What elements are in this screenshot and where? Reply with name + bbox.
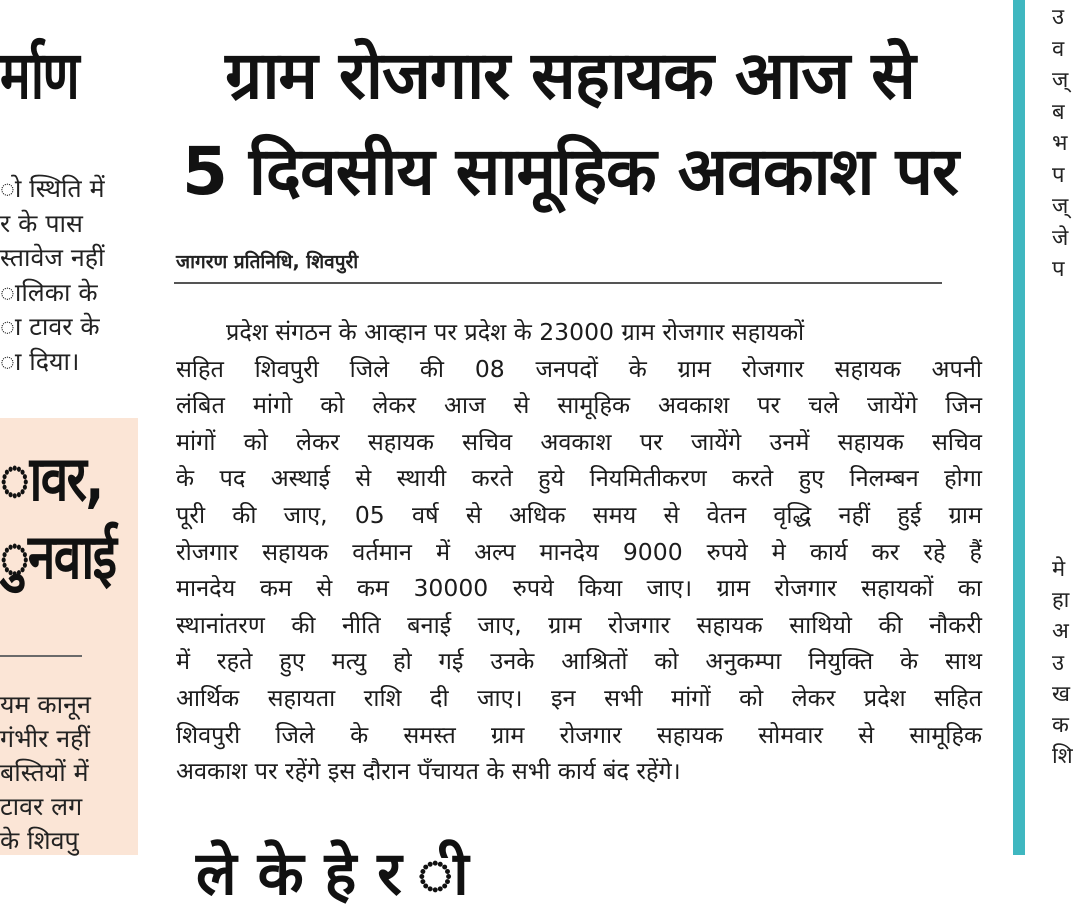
headline-line: 5 दिवसीय सामूहिक अवकाश पर — [182, 133, 958, 210]
headline-line: ग्राम रोजगार सहायक आज से — [225, 37, 915, 114]
left-text-lines — [0, 172, 105, 379]
right-line: उ — [1052, 5, 1065, 30]
right-line: ज् — [1052, 68, 1069, 93]
left-box-text-lines — [0, 688, 91, 858]
body-line: के पद अस्थाई से स्थायी करते हुये नियमितीकरण करते हुए निलम्बन होगा — [176, 464, 982, 493]
right-text-lines-lower — [1052, 554, 1073, 772]
left-line: स्तावेज नहीं — [0, 243, 105, 272]
right-line: उ — [1052, 650, 1065, 676]
body-line: अवकाश पर रहेंगे इस दौरान पँचायत के सभी कार्य बंद रहेंगे। — [176, 757, 681, 786]
left-box-headline-line: ुनवाई — [0, 520, 116, 593]
left-box-line: टावर लग — [0, 792, 83, 821]
left-line: ा टावर के — [0, 312, 100, 341]
body-line: आर्थिक सहायता राशि दी जाए। इन सभी मांगों को लेकर प्रदेश सहित — [176, 683, 982, 712]
right-line: अ — [1052, 619, 1069, 645]
body-line: सहित शिवपुरी जिले की 08 जनपदों के ग्राम रोजगार सहायक अपनी — [176, 354, 982, 383]
right-line: ज् — [1052, 194, 1069, 219]
left-box-line: यम कानून — [0, 690, 91, 719]
left-box-rule — [0, 655, 82, 657]
body-line: मांगों को लेकर सहायक सचिव अवकाश पर जायेंगे उनमें सहायक सचिव — [176, 427, 982, 456]
body-line: शिवपुरी जिले के समस्त ग्राम रोजगार सहायक सोमवार से सामूहिक — [176, 720, 982, 749]
right-line: क — [1052, 713, 1069, 739]
column-divider — [1013, 0, 1025, 855]
right-line: प — [1052, 257, 1065, 282]
left-box-line: के शिवपु — [0, 826, 79, 855]
left-box-line: बस्तियों में — [0, 758, 89, 787]
byline-rule — [174, 282, 942, 284]
right-line: भ — [1052, 131, 1068, 156]
left-line: ा दिया। — [0, 346, 80, 376]
body-line: रोजगार सहायक वर्तमान में अल्प मानदेय 9000 रुपये मे कार्य कर रहे हैं — [176, 537, 982, 566]
byline: जागरण प्रतिनिधि, शिवपुरी — [176, 251, 359, 273]
right-line: हा — [1052, 588, 1070, 614]
left-line: र के पास — [0, 208, 83, 238]
right-line: मे — [1052, 557, 1066, 582]
body-line: में रहते हुए मत्यु हो गई उनके आश्रितों को अनुकम्पा नियुक्ति के साथ — [176, 647, 982, 676]
left-box-line: गंभीर नहीं — [0, 724, 90, 753]
left-column — [0, 0, 138, 855]
body-line: मानदेय कम से कम 30000 रुपये किया जाए। ग्राम रोजगार सहायकों का — [176, 574, 982, 603]
left-headline-fragment: र्माण — [0, 37, 79, 114]
right-line: जे — [1052, 225, 1069, 251]
right-column — [1052, 0, 1080, 855]
right-line: व — [1052, 36, 1065, 62]
body-line: प्रदेश संगठन के आव्हान पर प्रदेश के 23000 ग्राम रोजगार सहायकों — [226, 318, 805, 346]
right-line: प — [1052, 162, 1065, 188]
next-headline-text: ले के हे र ी — [196, 839, 469, 909]
article-headline — [170, 28, 970, 220]
right-line: ख — [1052, 681, 1070, 707]
right-text-lines — [1052, 2, 1068, 286]
right-line: ब — [1052, 99, 1065, 125]
article-body — [176, 314, 982, 790]
body-line: स्थानांतरण की नीति बनाई जाए, ग्राम रोजगार सहायक साथियो की नौकरी — [176, 610, 982, 639]
left-line: ालिका के — [0, 277, 98, 307]
left-box-headline — [0, 440, 115, 596]
body-line: पूरी की जाए, 05 वर्ष से अधिक समय से वेतन वृद्धि नहीं हुई ग्राम — [176, 500, 982, 529]
body-line: लंबित मांगो को लेकर आज से सामूहिक अवकाश पर चले जायेंगे जिन — [176, 391, 982, 420]
left-line: ो स्थिति में — [0, 174, 105, 203]
left-box-headline-line: ावर, — [0, 442, 103, 515]
next-headline-fragment — [196, 838, 916, 909]
right-line: शि — [1052, 744, 1073, 770]
